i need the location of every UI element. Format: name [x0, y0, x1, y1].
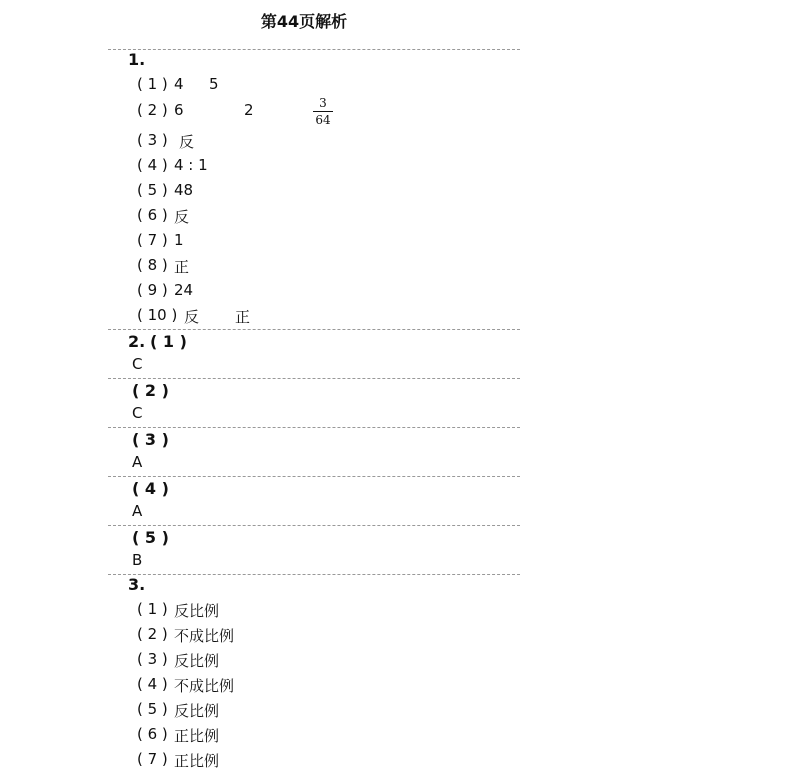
- q1-item-9-answer: 24: [174, 281, 194, 299]
- divider: [108, 49, 520, 50]
- q1-item-2-number: ( 2 ): [137, 101, 168, 119]
- q1-item-10-number: ( 10 ): [137, 306, 178, 324]
- q1-item-7-answer: 1: [174, 231, 184, 249]
- divider: [108, 525, 520, 526]
- fraction-bar: [313, 111, 333, 112]
- page-title: 第44页解析: [260, 12, 348, 31]
- q3-item-2-number: ( 2 ): [137, 625, 168, 643]
- q1-item-5-answer: 48: [174, 181, 194, 199]
- q2-part-3-answer: A: [132, 453, 143, 471]
- q1-item-5-number: ( 5 ): [137, 181, 168, 199]
- q1-item-2-answer-b: 2: [244, 101, 254, 119]
- q3-item-4-number: ( 4 ): [137, 675, 168, 693]
- q2-part-1-answer: C: [132, 355, 143, 373]
- q3-item-2-answer: 不成比例: [174, 627, 235, 645]
- divider: [108, 427, 520, 428]
- divider: [108, 378, 520, 379]
- q3-item-6-answer: 正比例: [174, 727, 220, 745]
- q3-item-6-number: ( 6 ): [137, 725, 168, 743]
- q1-item-7-number: ( 7 ): [137, 231, 168, 249]
- q2-part-1-number: ( 1 ): [150, 332, 187, 351]
- q1-label: 1.: [128, 50, 146, 69]
- q2-part-5-answer: B: [132, 551, 143, 569]
- q1-item-4-number: ( 4 ): [137, 156, 168, 174]
- q2-part-3-number: ( 3 ): [132, 430, 169, 449]
- divider: [108, 574, 520, 575]
- q2-part-5-number: ( 5 ): [132, 528, 169, 547]
- q1-item-3-answer: 反: [179, 133, 195, 151]
- q1-item-4-answer: 4 : 1: [174, 156, 208, 174]
- fraction-denominator: 64: [315, 113, 331, 127]
- q3-item-7-answer: 正比例: [174, 752, 220, 770]
- q1-item-1-answer-a: 4: [174, 75, 184, 93]
- q1-item-9-number: ( 9 ): [137, 281, 168, 299]
- q1-item-10-answer-b: 正: [235, 308, 251, 326]
- q1-item-10-answer-a: 反: [184, 308, 200, 326]
- divider: [108, 476, 520, 477]
- q3-item-5-answer: 反比例: [174, 702, 220, 720]
- q3-item-4-answer: 不成比例: [174, 677, 235, 695]
- q1-item-8-number: ( 8 ): [137, 256, 168, 274]
- q1-item-6-answer: 反: [174, 208, 190, 226]
- q1-item-1-answer-b: 5: [209, 75, 219, 93]
- q3-item-3-answer: 反比例: [174, 652, 220, 670]
- q1-item-3-number: ( 3 ): [137, 131, 168, 149]
- q2-part-2-answer: C: [132, 404, 143, 422]
- q3-item-1-answer: 反比例: [174, 602, 220, 620]
- q2-part-4-answer: A: [132, 502, 143, 520]
- q1-item-2-answer-a: 6: [174, 101, 184, 119]
- q1-item-6-number: ( 6 ): [137, 206, 168, 224]
- fraction-numerator: 3: [319, 96, 327, 110]
- q3-item-5-number: ( 5 ): [137, 700, 168, 718]
- q1-item-8-answer: 正: [174, 258, 190, 276]
- q3-label: 3.: [128, 575, 146, 594]
- q3-item-7-number: ( 7 ): [137, 750, 168, 768]
- divider: [108, 329, 520, 330]
- q2-part-4-number: ( 4 ): [132, 479, 169, 498]
- q2-label: 2.: [128, 332, 146, 351]
- q1-item-2-fraction: [313, 96, 333, 127]
- q3-item-1-number: ( 1 ): [137, 600, 168, 618]
- q3-item-3-number: ( 3 ): [137, 650, 168, 668]
- q1-item-1-number: ( 1 ): [137, 75, 168, 93]
- q2-part-2-number: ( 2 ): [132, 381, 169, 400]
